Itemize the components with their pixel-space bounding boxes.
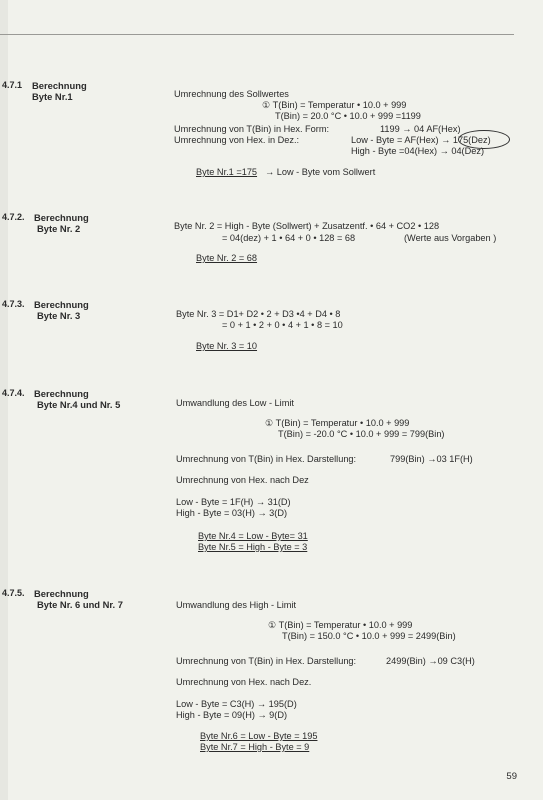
formula-line: T(Bin) = 150.0 °C • 10.0 + 999 = 2499(Bin) <box>282 631 456 641</box>
page-number: 59 <box>506 771 517 782</box>
hex-conversion-value: 2499(Bin) →09 C3(H) <box>386 656 475 666</box>
section-heading: Berechnung <box>32 80 87 91</box>
high-byte-line: High - Byte =04(Hex) → 04(Dez) <box>351 146 485 156</box>
hex-conversion-label: Umrechnung von T(Bin) in Hex. Form: <box>174 124 330 134</box>
formula-line: = 0 + 1 • 2 + 0 • 4 + 1 • 8 = 10 <box>222 320 343 330</box>
result-line: Byte Nr.7 = High - Byte = 9 <box>200 742 310 752</box>
high-byte-line: High - Byte = 09(H) → 9(D) <box>176 710 288 720</box>
hex-conversion-value: 1199 → 04 AF(Hex) <box>380 124 461 134</box>
result-line: Byte Nr.5 = High - Byte = 3 <box>198 542 308 552</box>
section-subheading: Byte Nr.1 <box>32 91 73 102</box>
result-line: Byte Nr.4 = Low - Byte= 31 <box>198 531 308 541</box>
formula-line: ① T(Bin) = Temperatur • 10.0 + 999 <box>268 620 413 630</box>
formula-line: Byte Nr. 2 = High - Byte (Sollwert) + Zusatzentf. • 64 + CO2 • 128 <box>174 221 440 231</box>
section-subheading: Byte Nr.4 und Nr. 5 <box>37 399 121 410</box>
section-number: 4.7.3. <box>2 299 25 309</box>
high-byte-line: High - Byte = 03(H) → 3(D) <box>176 508 288 518</box>
block-title: Umwandlung des High - Limit <box>176 600 296 610</box>
formula-line: Byte Nr. 3 = D1+ D2 • 2 + D3 •4 + D4 • 8 <box>176 309 341 319</box>
section-heading: Berechnung <box>34 388 89 399</box>
low-byte-line: Low - Byte = 1F(H) → 31(D) <box>176 497 291 507</box>
section-heading: Berechnung <box>34 588 89 599</box>
result-line: Byte Nr. 2 = 68 <box>196 253 258 263</box>
result-line: Byte Nr.1 =175 <box>196 167 258 177</box>
formula-line: = 04(dez) + 1 • 64 + 0 • 128 = 68 <box>222 233 356 243</box>
formula-note: (Werte aus Vorgaben ) <box>404 233 497 243</box>
header-rule <box>0 34 514 35</box>
low-byte-line: Low - Byte = AF(Hex) → 175(Dez) <box>351 135 491 145</box>
section-heading: Berechnung <box>34 299 89 310</box>
formula-line: T(Bin) = -20.0 °C • 10.0 + 999 = 799(Bin) <box>278 429 445 439</box>
section-number: 4.7.2. <box>2 212 25 222</box>
section-heading: Berechnung <box>34 212 89 223</box>
result-line: Byte Nr.6 = Low - Byte = 195 <box>200 731 318 741</box>
low-byte-line: Low - Byte = C3(H) → 195(D) <box>176 699 297 709</box>
dez-conversion-label: Umrechnung von Hex. in Dez.: <box>174 135 300 145</box>
block-title: Umrechnung des Sollwertes <box>174 89 289 99</box>
section-number: 4.7.1 <box>2 80 23 90</box>
page-edge <box>0 0 8 800</box>
dez-conversion-label: Umrechnung von Hex. nach Dez. <box>176 677 312 687</box>
section-subheading: Byte Nr. 2 <box>37 223 81 234</box>
section-number: 4.7.4. <box>2 388 25 398</box>
section-subheading: Byte Nr. 6 und Nr. 7 <box>37 599 123 610</box>
block-title: Umwandlung des Low - Limit <box>176 398 294 408</box>
hex-conversion-label: Umrechnung von T(Bin) in Hex. Darstellung: <box>176 656 357 666</box>
result-note: → Low - Byte vom Sollwert <box>265 167 376 177</box>
hex-conversion-label: Umrechnung von T(Bin) in Hex. Darstellung: <box>176 454 357 464</box>
section-number: 4.7.5. <box>2 588 25 598</box>
formula-line: ① T(Bin) = Temperatur • 10.0 + 999 <box>262 100 407 110</box>
result-line: Byte Nr. 3 = 10 <box>196 341 258 351</box>
hex-conversion-value: 799(Bin) →03 1F(H) <box>390 454 473 464</box>
section-subheading: Byte Nr. 3 <box>37 310 81 321</box>
dez-conversion-label: Umrechnung von Hex. nach Dez <box>176 475 309 485</box>
formula-line: T(Bin) = 20.0 °C • 10.0 + 999 =1199 <box>275 111 421 121</box>
formula-line: ① T(Bin) = Temperatur • 10.0 + 999 <box>265 418 410 428</box>
